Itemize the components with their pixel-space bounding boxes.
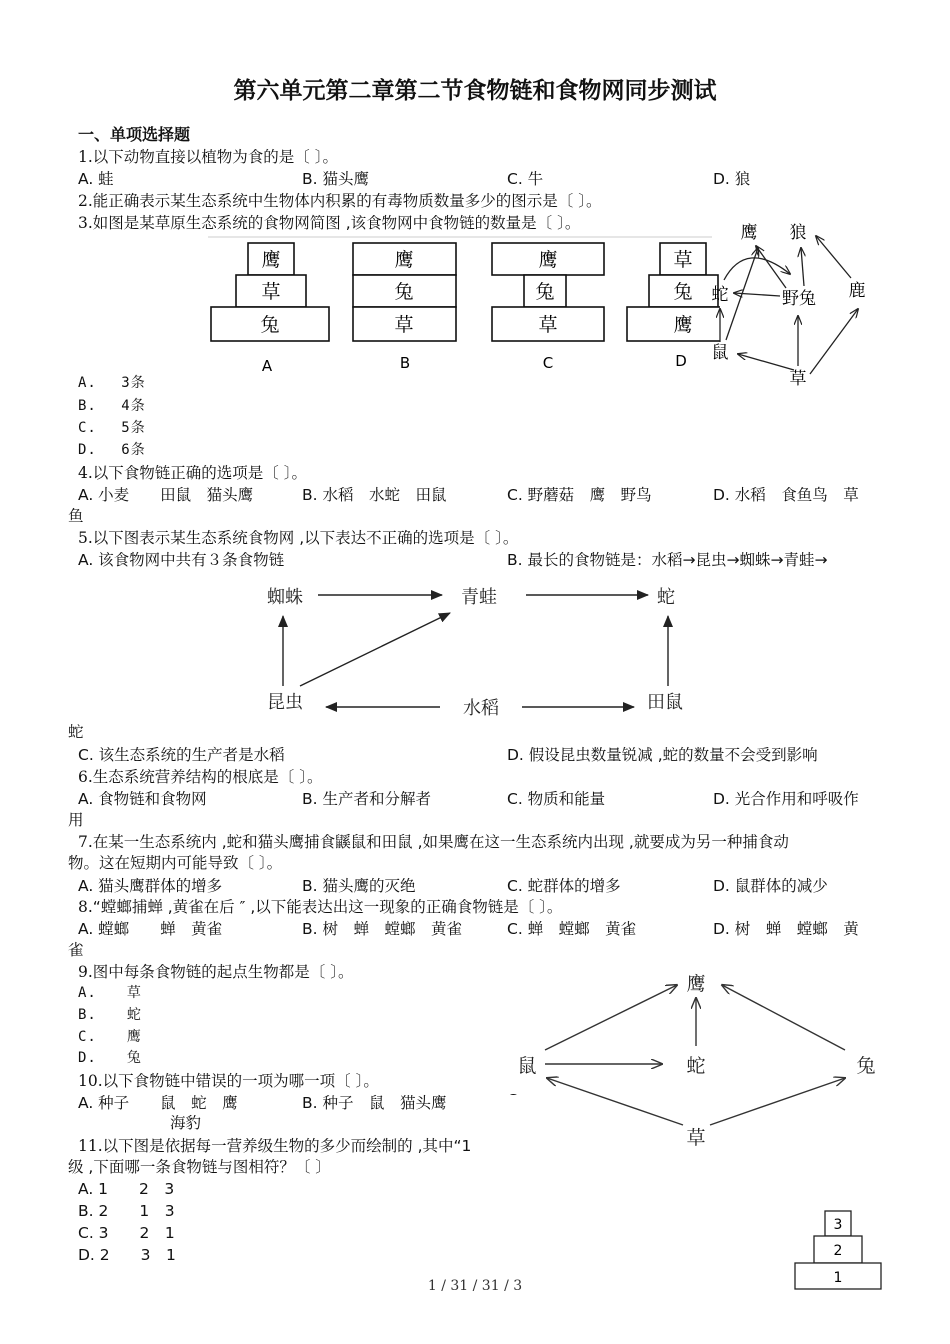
web5-spider: 蜘蛛 bbox=[267, 587, 303, 608]
web3-eagle: 鹰 bbox=[740, 223, 758, 243]
question-8 bbox=[78, 895, 562, 917]
question-3 bbox=[78, 211, 580, 233]
option-a: A. 1 2 3 bbox=[78, 1180, 175, 1198]
pyramid-a-bot: 兔 bbox=[260, 314, 280, 336]
option-a: A. 螳螂 蝉 黄雀 bbox=[78, 920, 223, 938]
section-heading: 一、单项选择题 bbox=[78, 125, 191, 144]
pyramid-q11-top: 3 bbox=[833, 1217, 843, 1233]
option-d: D. 鼠群体的减少 bbox=[713, 877, 828, 895]
pyramid-figure bbox=[200, 234, 720, 376]
option-a: A. 草 bbox=[78, 985, 142, 1001]
pyramid-b-top: 鹰 bbox=[394, 249, 414, 271]
web3-mouse: 鼠 bbox=[711, 343, 729, 363]
pyramid-d-top: 草 bbox=[673, 249, 693, 271]
pyramid-q11-bot: 1 bbox=[833, 1270, 843, 1286]
option-a: A. 食物链和食物网 bbox=[78, 790, 207, 808]
question-text: 如图是某草原生态系统的食物网简图 ,该食物网中食物链的数量是〔 〕。 bbox=[92, 214, 581, 232]
question-text: “螳螂捕蝉 ,黄雀在后 ″ ,以下能表达出这一现象的正确食物链是〔 〕。 bbox=[92, 898, 563, 916]
question-text: 在某一生态系统内 ,蛇和猫头鹰捕食鼷鼠和田鼠 ,如果鹰在这一生态系统内出现 ,就要成为另一种捕食动 bbox=[92, 833, 789, 851]
question-1 bbox=[78, 145, 338, 167]
option-d: D. 水稻 食鱼鸟 草 bbox=[713, 486, 859, 504]
pyramid-q11-mid: 2 bbox=[833, 1243, 843, 1259]
option-a: A. 小麦 田鼠 猫头鹰 bbox=[78, 486, 254, 504]
option-c: C. 蝉 螳螂 黄雀 bbox=[507, 920, 637, 938]
option-b: B. 猫头鹰 bbox=[302, 170, 369, 188]
web5-frog: 青蛙 bbox=[461, 587, 497, 608]
question-2 bbox=[78, 189, 601, 211]
option-c: C. 物质和能量 bbox=[507, 790, 606, 808]
question-text: 生态系统营养结构的根底是〔 〕。 bbox=[92, 768, 323, 786]
web3-grass: 草 bbox=[789, 369, 807, 389]
option-b: B. 种子 鼠 猫头鹰 bbox=[302, 1094, 447, 1112]
web3-snake: 蛇 bbox=[711, 285, 729, 305]
question-number: 5. bbox=[78, 529, 93, 547]
web5-insect: 昆虫 bbox=[267, 692, 303, 713]
web3-rabbit: 野兔 bbox=[782, 289, 816, 309]
option-b: B. 蛇 bbox=[78, 1007, 142, 1023]
question-7-line2: 物。这在短期内可能导致〔 〕。 bbox=[68, 854, 283, 872]
pyramid-c-top: 鹰 bbox=[538, 249, 558, 271]
option-b: B. 猫头鹰的灭绝 bbox=[302, 877, 416, 895]
pyramid-b-bot: 草 bbox=[394, 314, 414, 336]
option-a: A. 3条 bbox=[78, 375, 146, 391]
option-d: D. 6条 bbox=[78, 442, 146, 458]
pyramid-c-mid: 兔 bbox=[535, 281, 555, 303]
web9-rabbit: 兔 bbox=[856, 1055, 876, 1077]
pyramid-a-mid: 草 bbox=[261, 281, 281, 303]
option-c: C. 5条 bbox=[78, 420, 146, 436]
question-number: 3. bbox=[78, 214, 93, 232]
option-c: C. 野蘑菇 鹰 野鸟 bbox=[507, 486, 652, 504]
option-a: A. 该食物网中共有３条食物链 bbox=[78, 551, 285, 569]
question-number: 8. bbox=[78, 898, 93, 916]
web9-grass: 草 bbox=[686, 1127, 706, 1149]
option-d: D. 2 3 1 bbox=[78, 1246, 176, 1264]
page-footer: 1 / 31 / 31 / 3 bbox=[427, 1278, 523, 1294]
question-number: 7. bbox=[78, 833, 93, 851]
pyramid-c-bot: 草 bbox=[538, 314, 558, 336]
option-c: C. 3 2 1 bbox=[78, 1224, 175, 1242]
question-number: 6. bbox=[78, 768, 93, 786]
question-number: 11. bbox=[78, 1137, 103, 1155]
question-text: 以下图是依据每一营养级生物的多少而绘制的 ,其中“1 bbox=[102, 1137, 472, 1155]
option-b: B. 树 蝉 螳螂 黄雀 bbox=[302, 920, 462, 938]
web9-mouse: 鼠 bbox=[517, 1055, 537, 1077]
question-text: 以下动物直接以植物为食的是〔 〕。 bbox=[92, 148, 338, 166]
pyramid-d-mid: 兔 bbox=[673, 281, 693, 303]
pyramid-a-label: A bbox=[261, 357, 273, 375]
option-b: B. 4条 bbox=[78, 398, 146, 414]
option-b: B. 最长的食物链是：水稻→昆虫→蜘蛛→青蛙→ bbox=[507, 551, 828, 569]
pyramid-c-label: C bbox=[542, 354, 554, 372]
question-text: 以下食物链正确的选项是〔 〕。 bbox=[92, 464, 307, 482]
question-11 bbox=[78, 1134, 471, 1156]
option-b: B. 水稻 水蛇 田鼠 bbox=[302, 486, 447, 504]
pyramid-d-label: D bbox=[675, 352, 687, 370]
question-6 bbox=[78, 765, 322, 787]
question-number: 4. bbox=[78, 464, 93, 482]
question-text: 以下食物链中错误的一项为哪一项〔 〕。 bbox=[102, 1072, 379, 1090]
pyramid-d-bot: 鹰 bbox=[673, 314, 693, 336]
option-d: D. 狼 bbox=[713, 170, 751, 188]
pyramid-b-mid: 兔 bbox=[394, 281, 414, 303]
option-d-continued: 雀 bbox=[68, 941, 84, 959]
option-d: D. 假设昆虫数量锐减 ,蛇的数量不会受到影响 bbox=[507, 746, 818, 764]
option-c: C. 牛 bbox=[507, 170, 544, 188]
option-b: B. 2 1 3 bbox=[78, 1202, 175, 1220]
web5-mouse: 田鼠 bbox=[647, 692, 683, 713]
question-9 bbox=[78, 960, 353, 982]
option-a-continued: 海豹 bbox=[170, 1114, 202, 1132]
web5-snake: 蛇 bbox=[657, 587, 675, 608]
page-title: 第六单元第二章第二节食物链和食物网同步测试 bbox=[233, 78, 717, 104]
option-c: C. 鹰 bbox=[78, 1029, 142, 1045]
option-d: D. 光合作用和呼吸作 bbox=[713, 790, 859, 808]
question-text: 能正确表示某生态系统中生物体内积累的有毒物质数量多少的图示是〔 〕。 bbox=[92, 192, 602, 210]
web9-eagle: 鹰 bbox=[686, 973, 706, 995]
web9-snake: 蛇 bbox=[686, 1055, 706, 1077]
web3-deer: 鹿 bbox=[848, 281, 866, 301]
question-text: 以下图表示某生态系统食物网 ,以下表达不正确的选项是〔 〕。 bbox=[92, 529, 519, 547]
food-web-q5 bbox=[250, 574, 700, 724]
food-web-q3 bbox=[706, 214, 880, 392]
web3-wolf: 狼 bbox=[789, 223, 807, 243]
question-text: 图中每条食物链的起点生物都是〔 〕。 bbox=[92, 963, 354, 981]
option-a: A. 猫头鹰群体的增多 bbox=[78, 877, 223, 895]
question-7 bbox=[78, 830, 789, 852]
question-10 bbox=[78, 1069, 379, 1091]
option-b: B. 生产者和分解者 bbox=[302, 790, 431, 808]
option-d-continued: 鱼 bbox=[68, 507, 84, 525]
question-number: 2. bbox=[78, 192, 93, 210]
web5-rice: 水稻 bbox=[463, 698, 499, 719]
option-d-continued: 用 bbox=[68, 811, 84, 829]
option-d: D. 树 蝉 螳螂 黄 bbox=[713, 920, 859, 938]
option-d: D. 兔 bbox=[78, 1050, 142, 1066]
question-11-line2: 级 ,下面哪一条食物链与图相符？〔 〕 bbox=[68, 1158, 331, 1176]
option-c: C. 该生态系统的生产者是水稻 bbox=[78, 746, 285, 764]
food-web-q9 bbox=[505, 962, 885, 1152]
option-a: A. 种子 鼠 蛇 鹰 bbox=[78, 1094, 238, 1112]
question-number: 1. bbox=[78, 148, 93, 166]
pyramid-a-top: 鹰 bbox=[261, 249, 281, 271]
option-c: C. 蛇群体的增多 bbox=[507, 877, 621, 895]
option-a: A. 蛙 bbox=[78, 170, 114, 188]
question-4 bbox=[78, 461, 307, 483]
pyramid-b-label: B bbox=[399, 354, 411, 372]
option-b-continued: 蛇 bbox=[68, 723, 84, 741]
question-5 bbox=[78, 526, 518, 548]
question-number: 10. bbox=[78, 1072, 103, 1090]
question-number: 9. bbox=[78, 963, 93, 981]
